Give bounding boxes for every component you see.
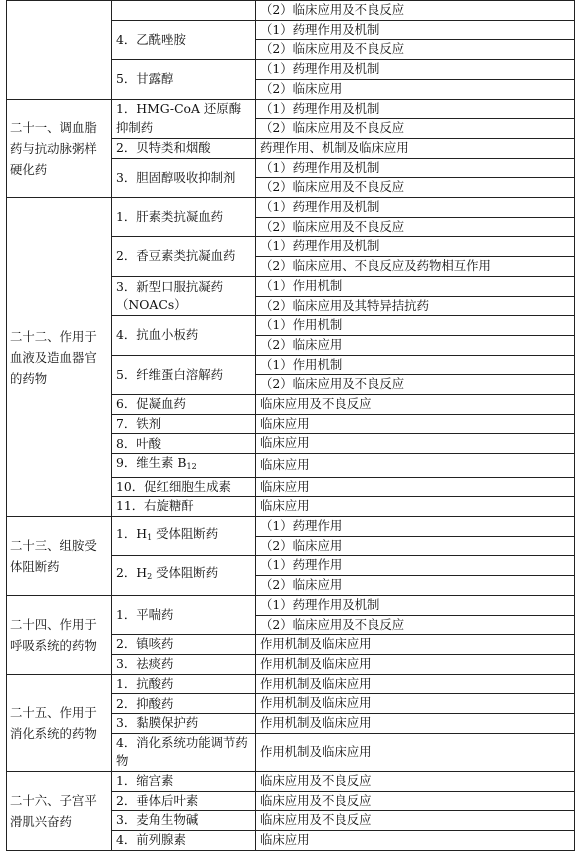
syllabus-table — [6, 0, 575, 851]
drug-cell: 1．缩宫素 — [112, 771, 256, 791]
drug-name: 1．H — [116, 526, 148, 542]
requirement-cell: 临床应用 — [256, 497, 575, 517]
drug-cell: 4．前列腺素 — [112, 830, 256, 850]
drug-name-subscript: 1 — [147, 533, 153, 543]
chapter-cell — [7, 1, 112, 100]
requirement-cell: 作用机制及临床应用 — [256, 635, 575, 655]
requirement-cell: （1）作用机制 — [256, 276, 575, 296]
chapter-cell: 二十一、调血脂药与抗动脉粥样硬化药 — [7, 99, 112, 198]
drug-cell: 2．镇咳药 — [112, 635, 256, 655]
requirement-cell: （1）药理作用 — [256, 517, 575, 537]
drug-cell: 2．香豆素类抗凝血药 — [112, 237, 256, 276]
drug-cell: 2．贝特类和烟酸 — [112, 138, 256, 158]
drug-cell: 3．胆固醇吸收抑制剂 — [112, 158, 256, 197]
table-row — [7, 99, 575, 119]
chapter-cell: 二十四、作用于呼吸系统的药物 — [7, 595, 112, 674]
table-row — [7, 771, 575, 791]
table-row — [7, 1, 575, 21]
drug-cell: 3．祛痰药 — [112, 655, 256, 675]
requirement-cell: （2）临床应用 — [256, 536, 575, 556]
requirement-cell: （1）药理作用 — [256, 556, 575, 576]
requirement-cell: （2）临床应用 — [256, 576, 575, 596]
drug-cell: 7．铁剂 — [112, 414, 256, 434]
drug-cell: 2．垂体后叶素 — [112, 791, 256, 811]
drug-cell: 1．平喘药 — [112, 595, 256, 634]
table-row — [7, 517, 575, 537]
drug-cell — [112, 1, 256, 21]
requirement-cell: 作用机制及临床应用 — [256, 655, 575, 675]
syllabus-table-body — [7, 1, 575, 851]
drug-name: 9．维生素 B — [116, 455, 187, 471]
drug-name: 2．H — [116, 565, 148, 581]
chapter-cell: 二十三、组胺受体阻断药 — [7, 517, 112, 596]
drug-name-tail: 受体阻断药 — [152, 526, 219, 542]
drug-cell: 1．抗酸药 — [112, 674, 256, 694]
drug-cell: 4．抗血小板药 — [112, 316, 256, 355]
drug-cell: 5．甘露醇 — [112, 60, 256, 99]
requirement-cell: （1）药理作用及机制 — [256, 60, 575, 80]
requirement-cell: （1）药理作用及机制 — [256, 595, 575, 615]
drug-cell: 8．叶酸 — [112, 434, 256, 454]
drug-cell: 6．促凝血药 — [112, 395, 256, 415]
drug-cell: 1．HMG-CoA 还原酶抑制药 — [112, 99, 256, 138]
drug-cell: 3．麦角生物碱 — [112, 811, 256, 831]
syllabus-sheet — [6, 0, 575, 851]
requirement-cell: 临床应用 — [256, 454, 575, 478]
drug-cell: 3．新型口服抗凝药（NOACs） — [112, 276, 256, 315]
requirement-cell: （2）临床应用及其特异拮抗药 — [256, 296, 575, 316]
requirement-cell: 临床应用 — [256, 477, 575, 497]
drug-name-tail: 受体阻断药 — [152, 565, 219, 581]
requirement-cell: （2）临床应用、不良反应及药物相互作用 — [256, 257, 575, 277]
requirement-cell: （1）药理作用及机制 — [256, 158, 575, 178]
requirement-cell: 临床应用及不良反应 — [256, 811, 575, 831]
requirement-cell: （2）临床应用及不良反应 — [256, 119, 575, 139]
requirement-cell: 临床应用及不良反应 — [256, 395, 575, 415]
requirement-cell: 作用机制及临床应用 — [256, 674, 575, 694]
requirement-cell: （2）临床应用 — [256, 335, 575, 355]
requirement-cell: （2）临床应用及不良反应 — [256, 1, 575, 21]
chapter-cell: 二十五、作用于消化系统的药物 — [7, 674, 112, 771]
requirement-cell: （1）药理作用及机制 — [256, 237, 575, 257]
table-row — [7, 198, 575, 218]
requirement-cell: 临床应用及不良反应 — [256, 791, 575, 811]
requirement-cell: 作用机制及临床应用 — [256, 714, 575, 734]
requirement-cell: 临床应用及不良反应 — [256, 771, 575, 791]
requirement-cell: 临床应用 — [256, 434, 575, 454]
chapter-cell: 二十六、子宫平滑肌兴奋药 — [7, 771, 112, 850]
requirement-cell: （1）药理作用及机制 — [256, 198, 575, 218]
requirement-cell: （1）药理作用及机制 — [256, 20, 575, 40]
drug-name-subscript: 2 — [147, 572, 153, 582]
requirement-cell: （2）临床应用及不良反应 — [256, 615, 575, 635]
drug-cell: 4．乙酰唑胺 — [112, 20, 256, 59]
drug-cell: 2．抑酸药 — [112, 694, 256, 714]
table-row — [7, 674, 575, 694]
table-row — [7, 595, 575, 615]
requirement-cell: （2）临床应用及不良反应 — [256, 178, 575, 198]
chapter-cell: 二十二、作用于血液及造血器官的药物 — [7, 198, 112, 517]
requirement-cell: （1）作用机制 — [256, 316, 575, 336]
requirement-cell: （2）临床应用及不良反应 — [256, 217, 575, 237]
drug-cell: 11．右旋糖酐 — [112, 497, 256, 517]
requirement-cell: 药理作用、机制及临床应用 — [256, 138, 575, 158]
drug-cell — [112, 454, 256, 478]
drug-cell: 5．纤维蛋白溶解药 — [112, 355, 256, 394]
drug-cell: 10．促红细胞生成素 — [112, 477, 256, 497]
drug-cell: 1．肝素类抗凝血药 — [112, 198, 256, 237]
drug-cell: 3．黏膜保护药 — [112, 714, 256, 734]
drug-cell: 4．消化系统功能调节药物 — [112, 733, 256, 771]
requirement-cell: （1）药理作用及机制 — [256, 99, 575, 119]
requirement-cell: 临床应用 — [256, 414, 575, 434]
drug-cell — [112, 517, 256, 556]
requirement-cell: （2）临床应用及不良反应 — [256, 375, 575, 395]
requirement-cell: （2）临床应用 — [256, 79, 575, 99]
requirement-cell: 作用机制及临床应用 — [256, 733, 575, 771]
requirement-cell: （2）临床应用及不良反应 — [256, 40, 575, 60]
requirement-cell: 临床应用 — [256, 830, 575, 850]
requirement-cell: （1）作用机制 — [256, 355, 575, 375]
requirement-cell: 作用机制及临床应用 — [256, 694, 575, 714]
drug-cell — [112, 556, 256, 595]
drug-name-subscript: 12 — [186, 462, 197, 472]
